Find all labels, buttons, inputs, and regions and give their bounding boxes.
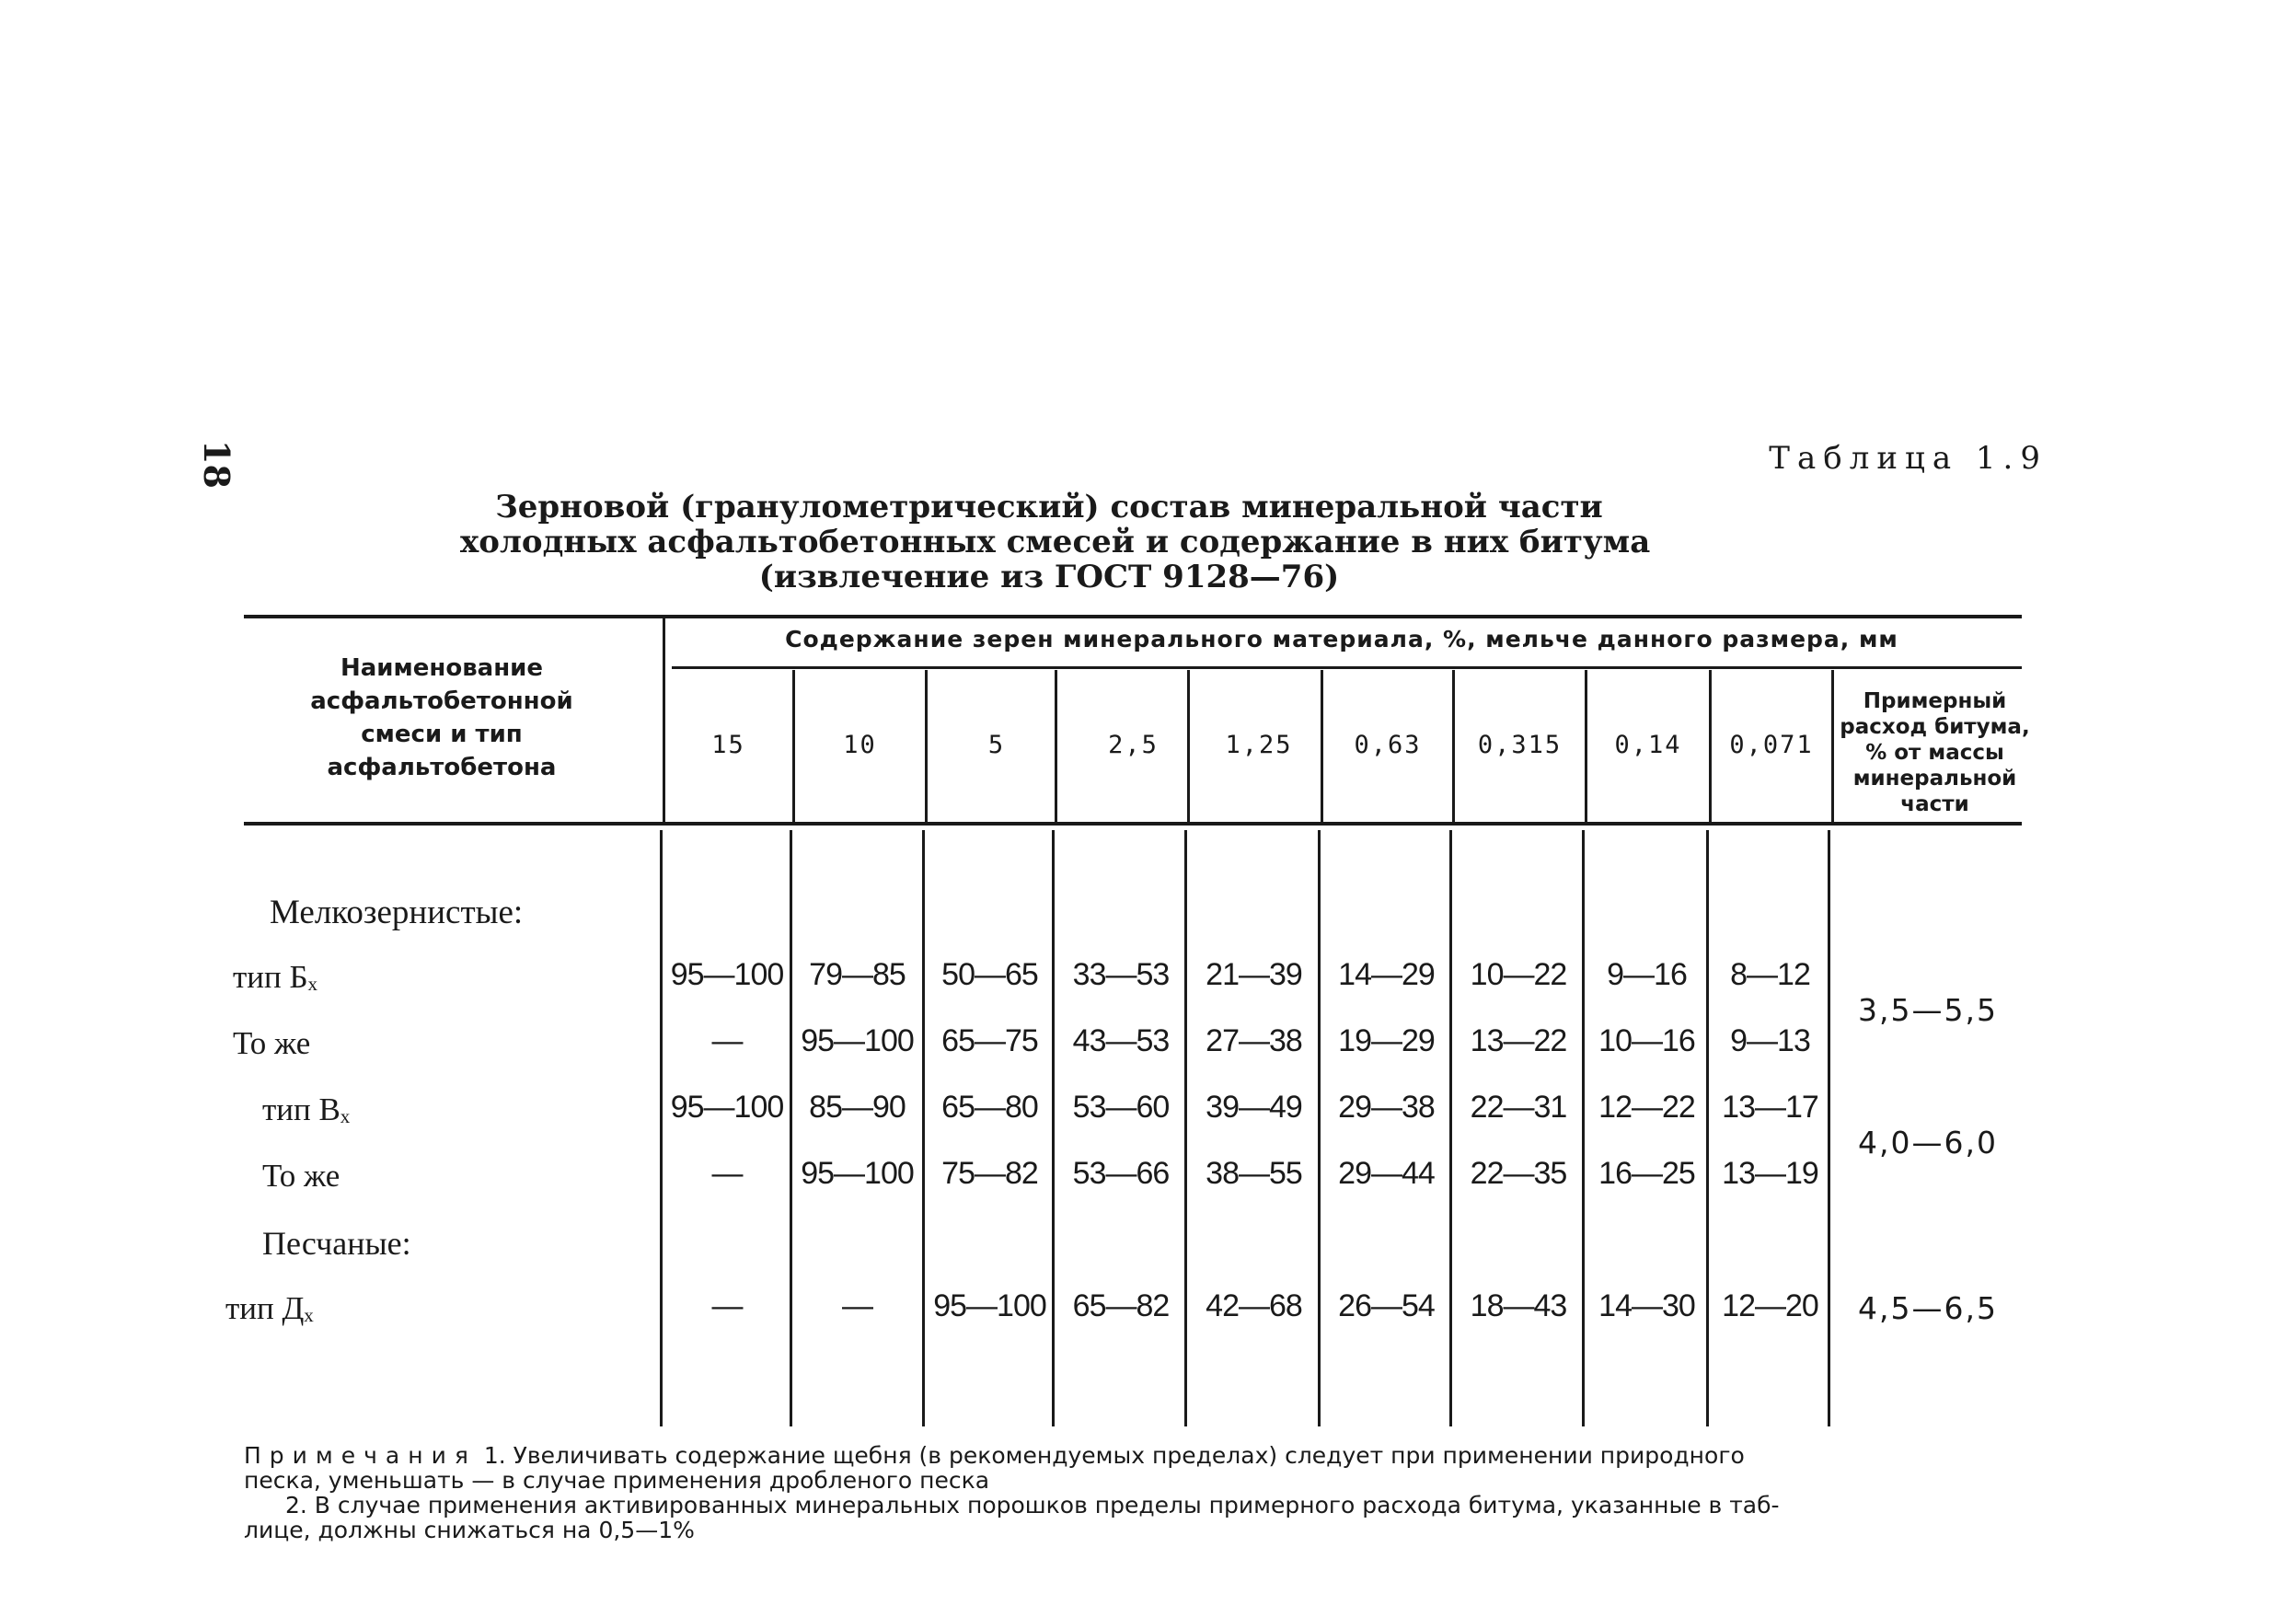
row-label: То же	[233, 1025, 311, 1061]
row-label: То же	[262, 1158, 340, 1194]
table-cell: 39—49	[1206, 1090, 1302, 1125]
note-2-line-1: 2. В случае применения активированных минеральных порошков пределы примерного расхода битума, указанные в таб-	[285, 1492, 1780, 1518]
table-cell: 22—31	[1470, 1090, 1567, 1125]
body-divider	[1052, 830, 1055, 1426]
group-label-sand: Песчаные:	[262, 1225, 411, 1262]
bitumen-value: 4,5—6,5	[1858, 1290, 1998, 1326]
table-cell: 8—12	[1730, 957, 1810, 992]
table-cell: 12—22	[1598, 1090, 1695, 1125]
table-cell: 13—22	[1470, 1023, 1567, 1058]
table-cell: 13—17	[1722, 1090, 1818, 1125]
table-cell: 12—20	[1722, 1288, 1818, 1323]
size-header: 2,5	[1108, 731, 1159, 759]
table-cell: 26—54	[1338, 1288, 1435, 1323]
table-cell: 27—38	[1206, 1023, 1302, 1058]
size-header: 0,63	[1354, 731, 1422, 759]
table-cell: —	[711, 1023, 743, 1058]
header-bottom-rule	[244, 822, 2022, 826]
body-divider	[790, 830, 792, 1426]
table-cell: 9—13	[1730, 1023, 1810, 1058]
table-cell: —	[711, 1156, 743, 1191]
table-cell: 14—29	[1338, 957, 1435, 992]
table-notes	[244, 1443, 2020, 1542]
body-divider	[1706, 830, 1709, 1426]
table-cell: 13—19	[1722, 1156, 1818, 1191]
row-label: тип Дₓ	[225, 1290, 314, 1326]
header-line: Примерный	[1863, 689, 2007, 713]
table-cell: 79—85	[809, 957, 906, 992]
table-cell: 50—65	[941, 957, 1038, 992]
header-line: части	[1900, 792, 1969, 816]
table-cell: 42—68	[1206, 1288, 1302, 1323]
table-cell: 43—53	[1072, 1023, 1170, 1058]
title-line-1: Зерновой (гранулометрический) состав минеральной части	[495, 489, 1603, 525]
grain-content-header: Содержание зерен минерального материала, %, мельче данного размера, мм	[785, 626, 1898, 652]
table-cell: —	[711, 1288, 743, 1323]
table-cell: 75—82	[941, 1156, 1038, 1191]
table-cell: 65—80	[941, 1090, 1038, 1125]
table-label: Таблица 1.9	[1769, 440, 2048, 477]
table-cell: 38—55	[1206, 1156, 1302, 1191]
table-cell: 10—22	[1470, 957, 1567, 992]
size-header: 1,25	[1225, 731, 1293, 759]
body-divider	[1184, 830, 1187, 1426]
table-cell: 9—16	[1607, 957, 1687, 992]
table-cell: 22—35	[1470, 1156, 1567, 1191]
bitumen-value: 3,5—5,5	[1858, 992, 1998, 1028]
body-divider	[1828, 830, 1830, 1426]
bitumen-value: 4,0—6,0	[1858, 1125, 1998, 1160]
bitumen-column-header	[1836, 688, 2034, 817]
table-cell: 16—25	[1598, 1156, 1695, 1191]
table-cell: 18—43	[1470, 1288, 1567, 1323]
note-1	[244, 1443, 2020, 1493]
header-line: асфальтобетонной	[310, 687, 573, 715]
row-label: тип Бₓ	[233, 959, 317, 995]
table-cell: 10—16	[1598, 1023, 1695, 1058]
table-top-rule	[244, 615, 2022, 618]
header-line: асфальтобетона	[327, 754, 557, 781]
size-header: 15	[711, 731, 745, 759]
note-2	[244, 1493, 2020, 1542]
header-line: расход битума,	[1840, 715, 2030, 739]
table-cell: —	[842, 1288, 872, 1323]
body-divider	[1582, 830, 1585, 1426]
group-label-fine: Мелкозернистые:	[270, 894, 524, 931]
table-cell: 33—53	[1072, 957, 1170, 992]
table-cell: 29—38	[1338, 1090, 1435, 1125]
body-divider	[1449, 830, 1452, 1426]
span-header-rule	[672, 666, 2022, 669]
note-1-line-2: песка, уменьшать — в случае применения дробленого песка	[244, 1467, 990, 1494]
title-line-3: (извлечение из ГОСТ 9128—76)	[758, 559, 1340, 595]
header-line: минеральной	[1852, 767, 2017, 791]
header-line: смеси и тип	[361, 721, 523, 748]
note-1-line-1: 1. Увеличивать содержание щебня (в рекомендуемых пределах) следует при применении природного	[483, 1442, 1745, 1469]
header-divider	[663, 618, 665, 822]
header-divider	[1831, 670, 1834, 822]
table-cell: 65—75	[941, 1023, 1038, 1058]
table-cell: 19—29	[1338, 1023, 1435, 1058]
table-cell: 65—82	[1072, 1288, 1170, 1323]
table-cell: 21—39	[1206, 957, 1302, 992]
header-line: % от массы	[1865, 741, 2004, 765]
size-header: 5	[987, 731, 1006, 759]
size-header: 0,071	[1729, 731, 1814, 759]
table-cell: 29—44	[1338, 1156, 1435, 1191]
body-divider	[660, 830, 663, 1426]
title-line-2: холодных асфальтобетонных смесей и содержание в них битума	[460, 524, 1651, 560]
name-column-header	[276, 652, 607, 784]
notes-heading: Примечания	[244, 1442, 477, 1469]
table-cell: 95—100	[801, 1156, 914, 1191]
note-2-line-2: лице, должны снижаться на 0,5—1%	[244, 1517, 695, 1543]
size-header: 0,14	[1614, 731, 1682, 759]
page-number: 18	[196, 440, 237, 489]
table-cell: 14—30	[1598, 1288, 1695, 1323]
table-cell: 95—100	[670, 957, 784, 992]
body-divider	[1318, 830, 1321, 1426]
table-title	[460, 489, 1651, 595]
table-cell: 95—100	[670, 1090, 784, 1125]
size-header: 0,315	[1477, 731, 1563, 759]
size-header: 10	[843, 731, 877, 759]
table-cell: 95—100	[801, 1023, 914, 1058]
row-label: тип Вₓ	[262, 1091, 351, 1127]
header-line: Наименование	[340, 654, 544, 682]
body-divider	[922, 830, 925, 1426]
table-cell: 95—100	[933, 1288, 1046, 1323]
table-cell: 53—60	[1072, 1090, 1170, 1125]
table-cell: 85—90	[809, 1090, 906, 1125]
table-cell: 53—66	[1072, 1156, 1170, 1191]
